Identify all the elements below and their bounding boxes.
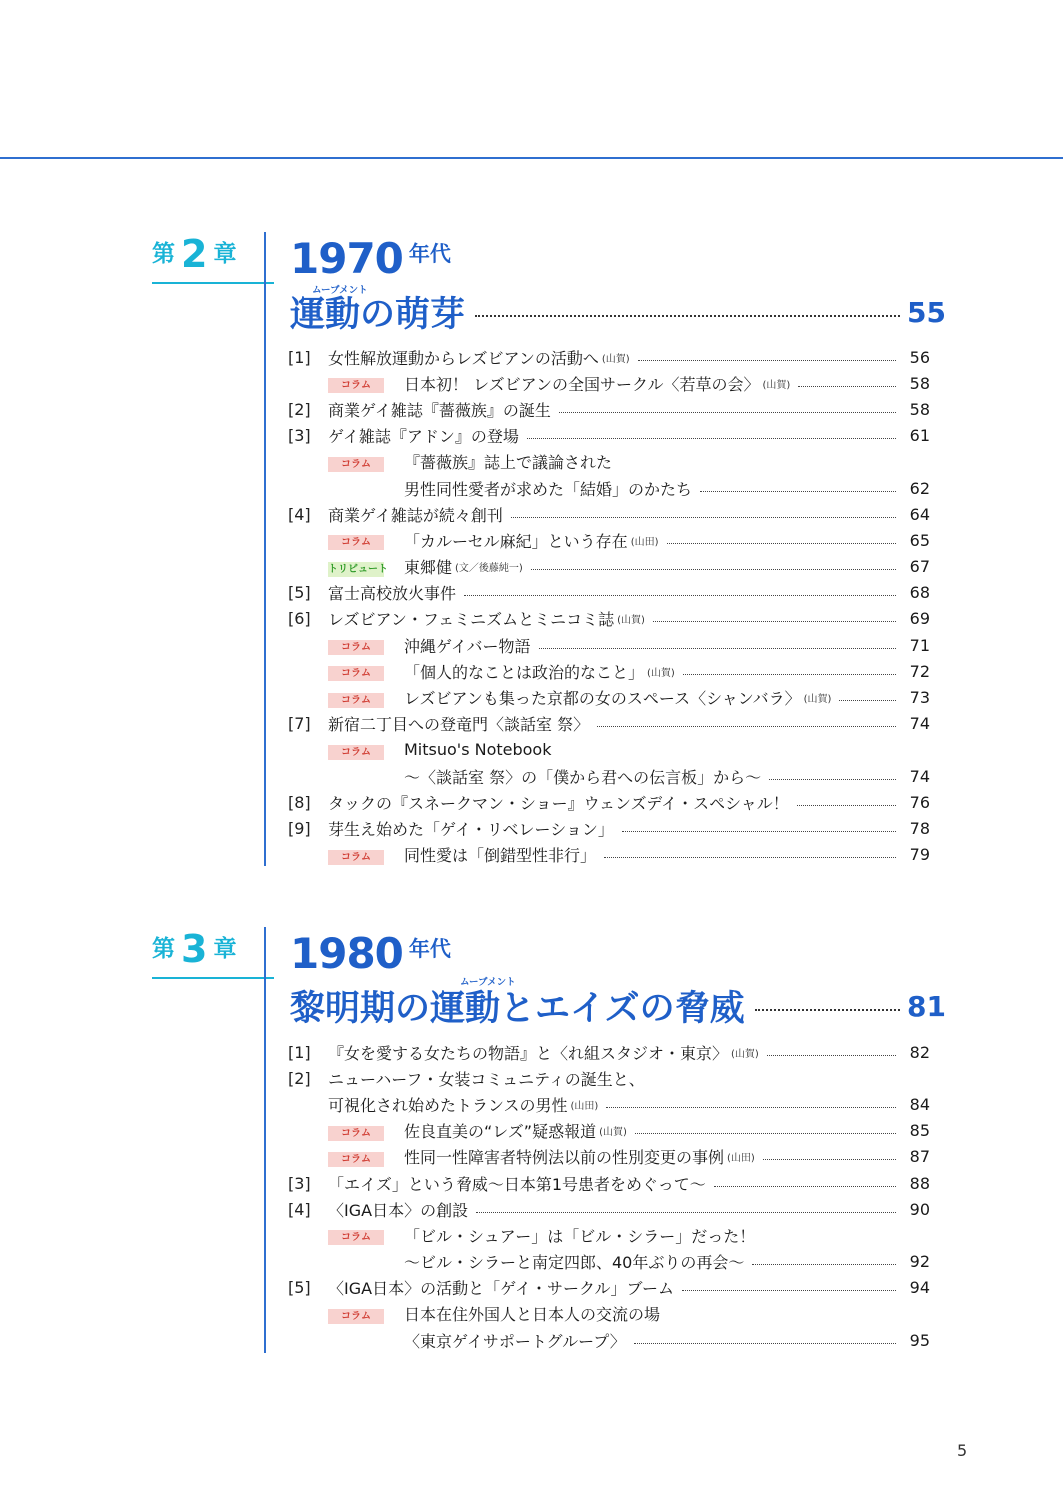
leader-dots [539, 648, 896, 649]
decade-number: 1970 [290, 234, 403, 283]
entry-page: 73 [909, 688, 930, 708]
entry-title: 日本初！ レズビアンの全国サークル〈若草の会〉 [404, 374, 760, 394]
entry-page: 92 [909, 1252, 930, 1272]
entry-title: ニューハーフ・女装コミュニティの誕生と、 [328, 1069, 645, 1089]
toc-entry-continued[interactable] [288, 1327, 930, 1353]
leader-dots [531, 569, 896, 570]
entry-title: 商業ゲイ雑誌『薔薇族』の誕生 [328, 400, 551, 420]
toc-entry[interactable] [288, 1065, 930, 1091]
column-tag: コラム [328, 1309, 384, 1324]
leader-dots [559, 412, 896, 413]
entry-title: ～ビル・シラーと南定四郎、40年ぶりの再会～ [404, 1253, 745, 1273]
column-tag: コラム [328, 745, 384, 760]
chapter-label-suffix: 章 [213, 936, 237, 962]
toc-entry[interactable] [288, 684, 930, 710]
entry-index: [5] [288, 1278, 311, 1298]
column-tag: コラム [328, 1126, 384, 1141]
entry-author: (山賀) [599, 1127, 627, 1139]
entry-title: 佐良直美の“レズ”疑惑報道 [404, 1122, 597, 1142]
chapter-subtitle-row[interactable] [290, 290, 946, 334]
toc-entries [288, 1039, 930, 1353]
entry-page: 95 [909, 1330, 930, 1350]
decade-heading [290, 234, 451, 283]
entry-page: 76 [909, 792, 930, 812]
entry-index: [2] [288, 1068, 311, 1088]
entry-index: [4] [288, 1199, 311, 1219]
leader-dots [839, 700, 896, 701]
toc-entry[interactable] [288, 554, 930, 580]
entry-title: タックの『スネークマン・ショー』ウェンズデイ・スペシャル！ [328, 793, 789, 813]
entry-index: [8] [288, 792, 311, 812]
entry-author: (山賀) [617, 615, 645, 627]
entry-page: 56 [909, 347, 930, 367]
leader-dots [511, 517, 896, 518]
leader-dots [752, 1264, 896, 1265]
entry-page: 79 [909, 845, 930, 865]
chapter-vertical-rule [264, 232, 266, 866]
toc-entry[interactable] [288, 580, 930, 606]
entry-title: 芽生え始めた「ゲイ・リベレーション」 [328, 819, 614, 839]
column-tag: コラム [328, 457, 384, 472]
leader-dots [755, 1009, 900, 1011]
entry-title: 東郷健 [404, 558, 453, 578]
toc-entry[interactable] [288, 1170, 930, 1196]
entry-page: 68 [909, 583, 930, 603]
toc-entry[interactable] [288, 527, 930, 553]
leader-dots [597, 726, 896, 727]
leader-dots [464, 595, 896, 596]
entry-title: 新宿二丁目への登竜門〈談話室 祭〉 [328, 715, 590, 735]
entry-title: 日本在住外国人と日本人の交流の場 [404, 1305, 661, 1325]
entry-index: [4] [288, 504, 311, 524]
entry-title: 同性愛は「倒錯型性非行」 [404, 846, 597, 866]
entry-page: 82 [909, 1042, 930, 1062]
column-tag: コラム [328, 640, 384, 655]
toc-entry-continued[interactable] [288, 475, 930, 501]
decade-number: 1980 [290, 929, 403, 978]
leader-dots [767, 1055, 896, 1056]
entry-page: 62 [909, 478, 930, 498]
entry-title: 富士高校放火事件 [328, 584, 457, 604]
entry-title: ～〈談話室 祭〉の「僕から君への伝言板」から～ [404, 767, 762, 787]
entry-index: [6] [288, 609, 311, 629]
column-tag: コラム [328, 1230, 384, 1245]
entry-title: レズビアンも集った京都の女のスペース〈シャンバラ〉 [404, 689, 801, 709]
toc-entry[interactable] [288, 1039, 930, 1065]
entry-title: 「ビル・シュアー」は「ビル・シラー」だった！ [404, 1226, 756, 1246]
column-tag: コラム [328, 378, 384, 393]
entry-index: [1] [288, 347, 311, 367]
entry-page: 90 [909, 1199, 930, 1219]
chapter-page: 55 [907, 295, 946, 329]
page-number: 5 [957, 1441, 968, 1460]
entry-title: 『女を愛する女たちの物語』と〈れ組スタジオ・東京〉 [328, 1043, 729, 1063]
leader-dots [667, 543, 897, 544]
leader-dots [683, 674, 896, 675]
leader-dots [634, 1343, 896, 1344]
chapter-label-prefix: 第 [152, 936, 175, 962]
leader-dots [475, 315, 900, 317]
leader-dots [700, 491, 896, 492]
leader-dots [635, 1133, 896, 1134]
entry-page: 64 [909, 504, 930, 524]
subtitle-ruby: ムーブメント [460, 977, 516, 988]
entry-title: 沖縄ゲイバー物語 [404, 636, 531, 656]
entry-page: 61 [909, 426, 930, 446]
decade-suffix: 年代 [408, 242, 451, 266]
entry-index: [7] [288, 714, 311, 734]
leader-dots [527, 438, 896, 439]
entry-page: 71 [909, 635, 930, 655]
toc-entry[interactable] [288, 737, 930, 763]
entry-page: 88 [909, 1173, 930, 1193]
entry-title: 〈IGA日本〉の創設 [328, 1200, 469, 1220]
leader-dots [769, 779, 896, 780]
entry-title: 女性解放運動からレズビアンの活動へ [328, 348, 599, 368]
toc-entry[interactable] [288, 658, 930, 684]
entry-author: (文／後藤純一) [455, 563, 523, 575]
toc-entry[interactable] [288, 632, 930, 658]
leader-dots [798, 386, 896, 387]
entry-title: 可視化され始めたトランスの男性 [328, 1095, 568, 1115]
entry-page: 85 [909, 1121, 930, 1141]
toc-entry-continued[interactable] [288, 1249, 930, 1275]
entry-page: 67 [909, 557, 930, 577]
entry-title: 〈東京ゲイサポートグループ〉 [404, 1331, 626, 1351]
leader-dots [714, 1186, 896, 1187]
column-tag: コラム [328, 693, 384, 708]
entry-author: (山賀) [803, 694, 832, 706]
toc-entry[interactable] [288, 815, 930, 841]
entry-page: 84 [909, 1094, 930, 1114]
chapter-underline [152, 282, 274, 284]
toc-entry[interactable] [288, 370, 930, 396]
toc-entry[interactable] [288, 396, 930, 422]
entry-author: (山賀) [647, 667, 675, 679]
toc-entry[interactable] [288, 606, 930, 632]
leader-dots [682, 1290, 896, 1291]
column-tag: コラム [328, 666, 384, 681]
leader-dots [797, 805, 896, 806]
top-rule [0, 157, 1063, 159]
chapter-label [152, 232, 236, 276]
entry-title: 『薔薇族』誌上で議論された [404, 453, 613, 473]
subtitle-ruby: ムーブメント [312, 285, 368, 296]
entry-title: Mitsuo's Notebook [404, 740, 552, 760]
entry-index: [9] [288, 818, 311, 838]
toc-entry[interactable] [288, 449, 930, 475]
chapter-subtitle: 運動の萌芽 [290, 295, 466, 335]
toc-entry[interactable] [288, 344, 930, 370]
entry-title: 商業ゲイ雑誌が続々創刊 [328, 505, 503, 525]
entry-title: 男性同性愛者が求めた「結婚」のかたち [404, 479, 693, 499]
toc-entry[interactable] [288, 789, 930, 815]
toc-entry-continued[interactable] [288, 763, 930, 789]
chapter-label [152, 927, 236, 971]
decade-suffix: 年代 [408, 937, 451, 961]
entry-index: [1] [288, 1042, 311, 1062]
chapter-number: 2 [181, 232, 208, 276]
decade-heading [290, 929, 451, 978]
leader-dots [763, 1159, 896, 1160]
toc-entries [288, 344, 930, 868]
toc-entry[interactable] [288, 1118, 930, 1144]
column-tag: コラム [328, 850, 384, 865]
entry-index: [3] [288, 1173, 311, 1193]
leader-dots [606, 1107, 896, 1108]
entry-page: 58 [909, 399, 930, 419]
toc-entry[interactable] [288, 423, 930, 449]
leader-dots [622, 831, 896, 832]
entry-title: 「エイズ」という脅威～日本第1号患者をめぐって～ [328, 1174, 706, 1194]
leader-dots [638, 360, 896, 361]
entry-index: [3] [288, 426, 311, 446]
chapter-label-suffix: 章 [213, 241, 237, 267]
column-tag: コラム [328, 535, 384, 550]
entry-author: (山田) [630, 536, 659, 548]
chapter-underline [152, 977, 274, 979]
toc-entry[interactable] [288, 1196, 930, 1222]
entry-author: (山田) [570, 1100, 599, 1112]
entry-index: [5] [288, 583, 311, 603]
entry-page: 65 [909, 530, 930, 550]
chapter-subtitle-row[interactable] [290, 984, 946, 1028]
toc-entry[interactable] [288, 1222, 930, 1248]
entry-page: 72 [909, 661, 930, 681]
entry-page: 74 [909, 766, 930, 786]
entry-author: (山賀) [601, 353, 630, 365]
toc-entry[interactable] [288, 1144, 930, 1170]
leader-dots [653, 621, 896, 622]
entry-page: 58 [909, 373, 930, 393]
entry-page: 87 [909, 1147, 930, 1167]
entry-title: レズビアン・フェミニズムとミニコミ誌 [328, 610, 615, 630]
toc-entry[interactable] [288, 1301, 930, 1327]
entry-page: 78 [909, 818, 930, 838]
toc-entry[interactable] [288, 711, 930, 737]
chapter-page: 81 [907, 989, 946, 1023]
leader-dots [476, 1212, 896, 1213]
entry-title: 性同一性障害者特例法以前の性別変更の事例 [404, 1148, 725, 1168]
entry-title: 〈IGA日本〉の活動と「ゲイ・サークル」ブーム [328, 1279, 674, 1299]
leader-dots [604, 857, 896, 858]
toc-entry-continued[interactable] [288, 1091, 930, 1117]
entry-page: 69 [909, 609, 930, 629]
chapter-number: 3 [181, 927, 208, 971]
entry-page: 74 [909, 714, 930, 734]
entry-title: ゲイ雑誌『アドン』の登場 [328, 427, 519, 447]
chapter-subtitle: 黎明期の運動とエイズの脅威 [290, 989, 745, 1029]
chapter-vertical-rule [264, 927, 266, 1353]
entry-title: 「カルーセル麻紀」という存在 [404, 531, 628, 551]
toc-entry[interactable] [288, 842, 930, 868]
entry-author: (山賀) [762, 379, 791, 391]
chapter-label-prefix: 第 [152, 241, 175, 267]
toc-entry[interactable] [288, 501, 930, 527]
entry-author: (山賀) [731, 1048, 759, 1060]
entry-page: 94 [909, 1278, 930, 1298]
entry-title: 「個人的なことは政治的なこと」 [404, 662, 645, 682]
column-tag: コラム [328, 1152, 384, 1167]
toc-entry[interactable] [288, 1275, 930, 1301]
entry-index: [2] [288, 399, 311, 419]
tribute-tag: トリビュート [328, 563, 388, 575]
entry-author: (山田) [727, 1153, 755, 1165]
